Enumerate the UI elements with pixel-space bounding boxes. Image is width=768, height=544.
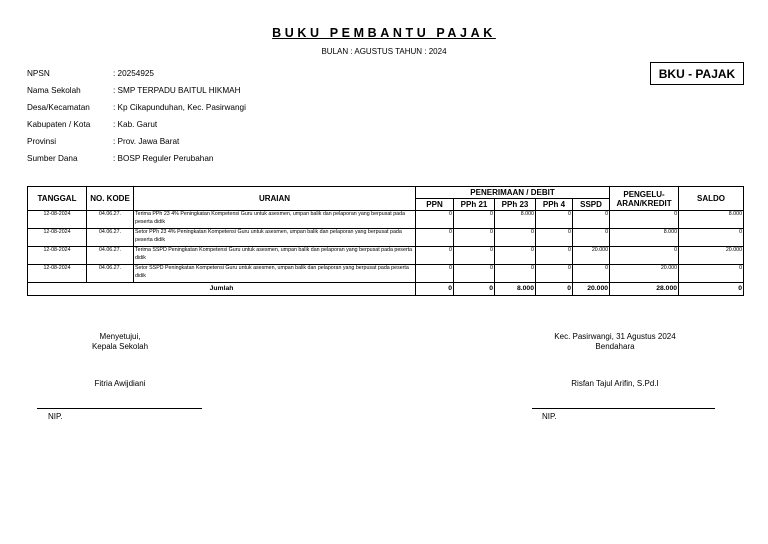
header-pph23: PPh 23: [495, 199, 536, 211]
cell-pph21: 0: [454, 265, 495, 283]
headmaster-nip: NIP.: [48, 412, 63, 421]
cell-ppn: 0: [416, 247, 454, 265]
place-date: Kec. Pasirwangi, 31 Agustus 2024: [554, 332, 676, 341]
cell-saldo: 20.000: [679, 247, 744, 265]
cell-pph21: 0: [454, 247, 495, 265]
info-label: Nama Sekolah: [27, 86, 81, 95]
cell-saldo: 8.000: [679, 211, 744, 229]
signature-line-left: [37, 408, 202, 409]
total-sspd: 20.000: [573, 283, 610, 296]
cell-kredit: 8.000: [610, 229, 679, 247]
cell-kode: 04.06.27.: [87, 247, 134, 265]
cell-kode: 04.06.27.: [87, 265, 134, 283]
treasurer-nip: NIP.: [542, 412, 557, 421]
cell-uraian: Terima SSPD Peningkatan Kompetensi Guru untuk asesmen, umpan balik dan pelaporan yang berpusat pada peserta didik: [134, 247, 416, 265]
cell-pph23: 0: [495, 247, 536, 265]
header-penerimaan: PENERIMAAN / DEBIT: [416, 187, 610, 199]
info-value: : BOSP Reguler Perubahan: [113, 154, 214, 163]
document-title: BUKU PEMBANTU PAJAK: [272, 26, 496, 40]
header-tanggal: TANGGAL: [28, 187, 87, 211]
cell-ppn: 0: [416, 265, 454, 283]
cell-kredit: 20.000: [610, 265, 679, 283]
info-row-desa: [27, 103, 246, 120]
info-value: : Prov. Jawa Barat: [113, 137, 180, 146]
header-ppn: PPN: [416, 199, 454, 211]
cell-tanggal: 12-08-2024: [28, 265, 87, 283]
cell-kode: 04.06.27.: [87, 229, 134, 247]
info-row-provinsi: [27, 137, 246, 154]
headmaster-name: Fitria Awijdiani: [94, 379, 146, 388]
header-pph21: PPh 21: [454, 199, 495, 211]
info-label: Desa/Kecamatan: [27, 103, 90, 112]
cell-sspd: 0: [573, 211, 610, 229]
total-pph21: 0: [454, 283, 495, 296]
headmaster-title: Kepala Sekolah: [91, 342, 149, 351]
header-saldo: SALDO: [679, 187, 744, 211]
cell-pph21: 0: [454, 211, 495, 229]
cell-sspd: 0: [573, 265, 610, 283]
info-row-nama-sekolah: [27, 86, 246, 103]
total-row: [28, 283, 744, 296]
total-label: Jumlah: [28, 283, 416, 296]
total-pph4: 0: [536, 283, 573, 296]
cell-pph23: 8.000: [495, 211, 536, 229]
total-ppn: 0: [416, 283, 454, 296]
cell-pph21: 0: [454, 229, 495, 247]
header-pengeluaran: PENGELU-ARAN/KREDIT: [610, 187, 679, 211]
info-label: Provinsi: [27, 137, 57, 146]
header-kode: NO. KODE: [87, 187, 134, 211]
table-row: [28, 247, 744, 265]
cell-uraian: Terima PPh 23 4% Peningkatan Kompetensi Guru untuk asesmen, umpan balik dan pelaporan yang berpusat pada peserta didik: [134, 211, 416, 229]
info-row-npsn: [27, 69, 246, 86]
info-value: : 20254925: [113, 69, 154, 78]
cell-ppn: 0: [416, 229, 454, 247]
info-value: : Kab. Garut: [113, 120, 158, 129]
cell-sspd: 20.000: [573, 247, 610, 265]
info-label: Sumber Dana: [27, 154, 78, 163]
cell-pph4: 0: [536, 247, 573, 265]
cell-tanggal: 12-08-2024: [28, 229, 87, 247]
total-kredit: 28.000: [610, 283, 679, 296]
info-row-kabupaten: [27, 120, 246, 137]
cell-uraian: Setor SSPD Peningkatan Kompetensi Guru untuk asesmen, umpan balik dan pelaporan yang berpusat pada peserta didik: [134, 265, 416, 283]
table-row: [28, 265, 744, 283]
tax-ledger-table: [27, 186, 744, 296]
signature-line-right: [532, 408, 715, 409]
approval-label: Menyetujui,: [99, 332, 141, 341]
info-label: Kabupaten / Kota: [27, 120, 91, 129]
header-pph4: PPh 4: [536, 199, 573, 211]
total-pph23: 8.000: [495, 283, 536, 296]
school-info: [27, 69, 246, 171]
cell-sspd: 0: [573, 229, 610, 247]
cell-tanggal: 12-08-2024: [28, 211, 87, 229]
cell-kredit: 0: [610, 211, 679, 229]
info-label: NPSN: [27, 69, 50, 78]
header-uraian: URAIAN: [134, 187, 416, 211]
cell-kredit: 0: [610, 247, 679, 265]
header-sspd: SSPD: [573, 199, 610, 211]
cell-tanggal: 12-08-2024: [28, 247, 87, 265]
total-saldo: 0: [679, 283, 744, 296]
cell-pph23: 0: [495, 229, 536, 247]
cell-pph4: 0: [536, 211, 573, 229]
info-value: : SMP TERPADU BAITUL HIKMAH: [113, 86, 241, 95]
table-row: [28, 229, 744, 247]
treasurer-title: Bendahara: [595, 342, 635, 351]
treasurer-name: Risfan Tajul Arifin, S.Pd.I: [571, 379, 659, 388]
info-row-sumber-dana: [27, 154, 246, 171]
cell-pph23: 0: [495, 265, 536, 283]
cell-saldo: 0: [679, 265, 744, 283]
cell-ppn: 0: [416, 211, 454, 229]
info-value: : Kp Cikapunduhan, Kec. Pasirwangi: [113, 103, 246, 112]
table-row: [28, 211, 744, 229]
cell-uraian: Setor PPh 23 4% Peningkatan Kompetensi Guru untuk asesmen, umpan balik dan pelaporan yang berpusat pada peserta didik: [134, 229, 416, 247]
cell-kode: 04.06.27.: [87, 211, 134, 229]
cell-pph4: 0: [536, 229, 573, 247]
cell-saldo: 0: [679, 229, 744, 247]
bku-pajak-badge: BKU - PAJAK: [650, 62, 744, 85]
cell-pph4: 0: [536, 265, 573, 283]
period-subtitle: BULAN : AGUSTUS TAHUN : 2024: [321, 47, 447, 56]
